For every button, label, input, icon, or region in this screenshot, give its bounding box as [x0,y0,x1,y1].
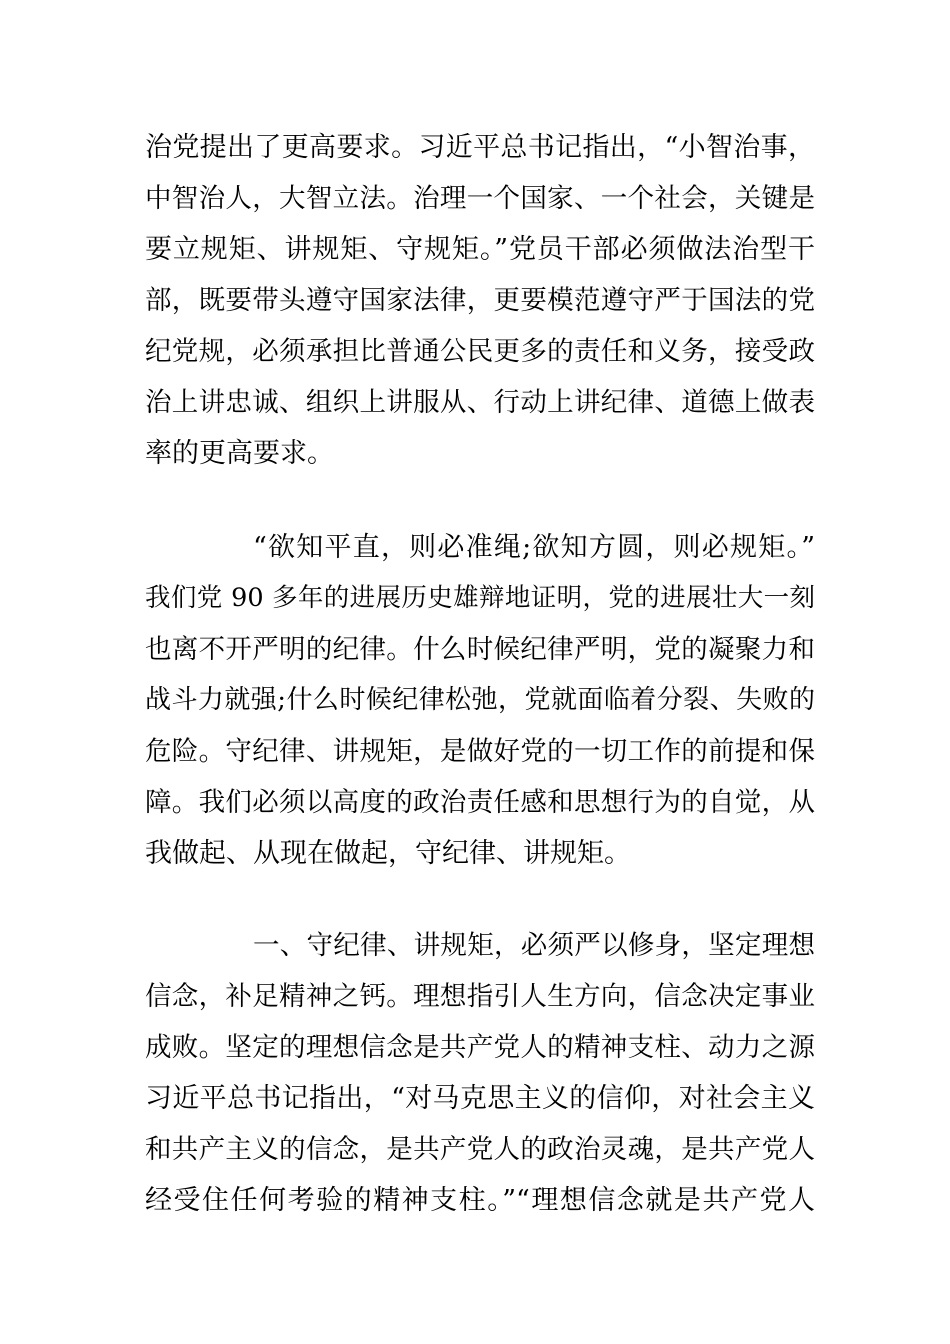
text-line: 经受住任何考验的精神支柱。”“理想信念就是共产党人 [145,1185,815,1216]
text-line: 习近平总书记指出，“对马克思主义的信仰，对社会主义 [145,1083,815,1114]
paragraph-2 [145,522,815,879]
text-line: 危险。守纪律、讲规矩，是做好党的一切工作的前提和保 [145,736,815,767]
text-line: 也离不开严明的纪律。什么时候纪律严明，党的凝聚力和 [145,634,815,665]
text-line: 中智治人，大智立法。治理一个国家、一个社会，关键是 [145,183,815,214]
text-line: 和共产主义的信念，是共产党人的政治灵魂，是共产党人 [145,1134,815,1165]
text-line: 信念，补足精神之钙。理想指引人生方向，信念决定事业 [145,981,815,1012]
text-line: 成败。坚定的理想信念是共产党人的精神支柱、动力之源 [145,1032,815,1063]
text-line: 我做起、从现在做起，守纪律、讲规矩。 [145,838,631,869]
text-line: 我们党 90 多年的进展历史雄辩地证明，党的进展壮大一刻 [145,583,815,613]
text-line-indented: “欲知平直，则必准绳;欲知方圆，则必规矩。” [253,532,815,563]
paragraph-3 [145,920,815,1226]
text-line: 治党提出了更高要求。习近平总书记指出，“小智治事， [145,132,815,163]
text-line: 率的更高要求。 [145,438,334,469]
text-line: 战斗力就强;什么时候纪律松弛，党就面临着分裂、失败的 [145,685,815,715]
text-line: 部，既要带头遵守国家法律，更要模范遵守严于国法的党 [145,285,815,316]
text-line: 治上讲忠诚、组织上讲服从、行动上讲纪律、道德上做表 [145,387,815,418]
text-line: 障。我们必须以高度的政治责任感和思想行为的自觉，从 [145,787,815,818]
paragraph-1 [145,122,815,479]
text-line: 纪党规，必须承担比普通公民更多的责任和义务，接受政 [145,336,815,367]
text-line: 要立规矩、讲规矩、守规矩。”党员干部必须做法治型干 [145,234,815,265]
text-line-indented: 一、守纪律、讲规矩，必须严以修身，坚定理想 [253,930,815,961]
